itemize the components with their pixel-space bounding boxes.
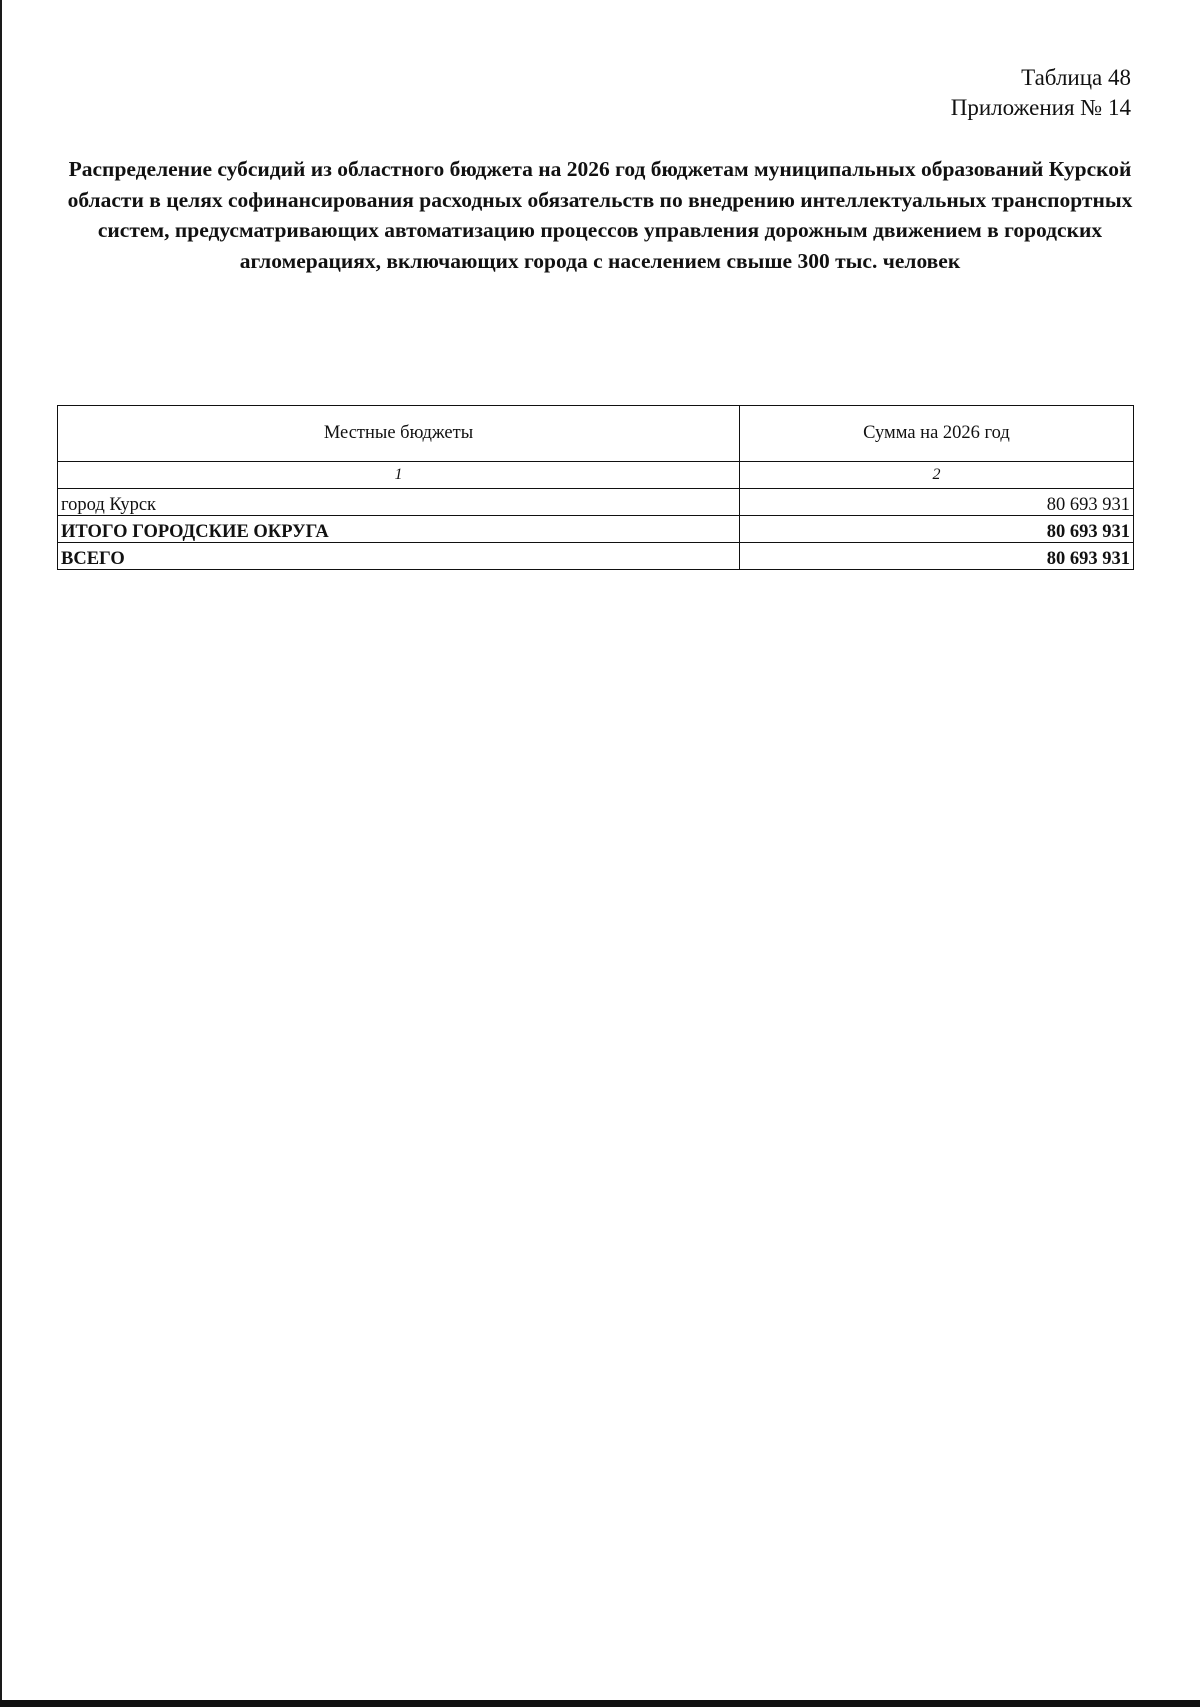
table-label: Таблица 48 bbox=[1021, 65, 1131, 90]
row-amount: 80 693 931 bbox=[739, 516, 1133, 543]
table-header-row bbox=[58, 406, 1134, 462]
column-header-amount-2026: Сумма на 2026 год bbox=[739, 406, 1133, 462]
column-number-2: 2 bbox=[739, 462, 1133, 489]
subsidy-table bbox=[57, 405, 1134, 570]
row-amount: 80 693 931 bbox=[739, 543, 1133, 570]
table-row-subtotal bbox=[58, 516, 1134, 543]
row-amount: 80 693 931 bbox=[739, 489, 1133, 516]
row-budget-name: ИТОГО ГОРОДСКИЕ ОКРУГА bbox=[58, 516, 740, 543]
table-row bbox=[58, 489, 1134, 516]
table-reference bbox=[951, 63, 1131, 123]
column-number-1: 1 bbox=[58, 462, 740, 489]
column-header-local-budgets: Местные бюджеты bbox=[58, 406, 740, 462]
scan-bottom-edge bbox=[0, 1700, 1200, 1707]
appendix-label: Приложения № 14 bbox=[950, 95, 1131, 120]
row-budget-name: город Курск bbox=[58, 489, 740, 516]
document-title: Распределение субсидий из областного бюджета на 2026 год бюджетам муниципальных образований Курской области в целях софинансирования расходных обязательств по внедрению интеллектуальных транспортных систем, предусматривающих автоматизацию процессов управления дорожным движением в городских агломерациях, включающих города с населением свыше 300 тыс. человек bbox=[67, 157, 1133, 273]
row-budget-name: ВСЕГО bbox=[58, 543, 740, 570]
column-number-row bbox=[58, 462, 1134, 489]
table-row-grand-total bbox=[58, 543, 1134, 570]
